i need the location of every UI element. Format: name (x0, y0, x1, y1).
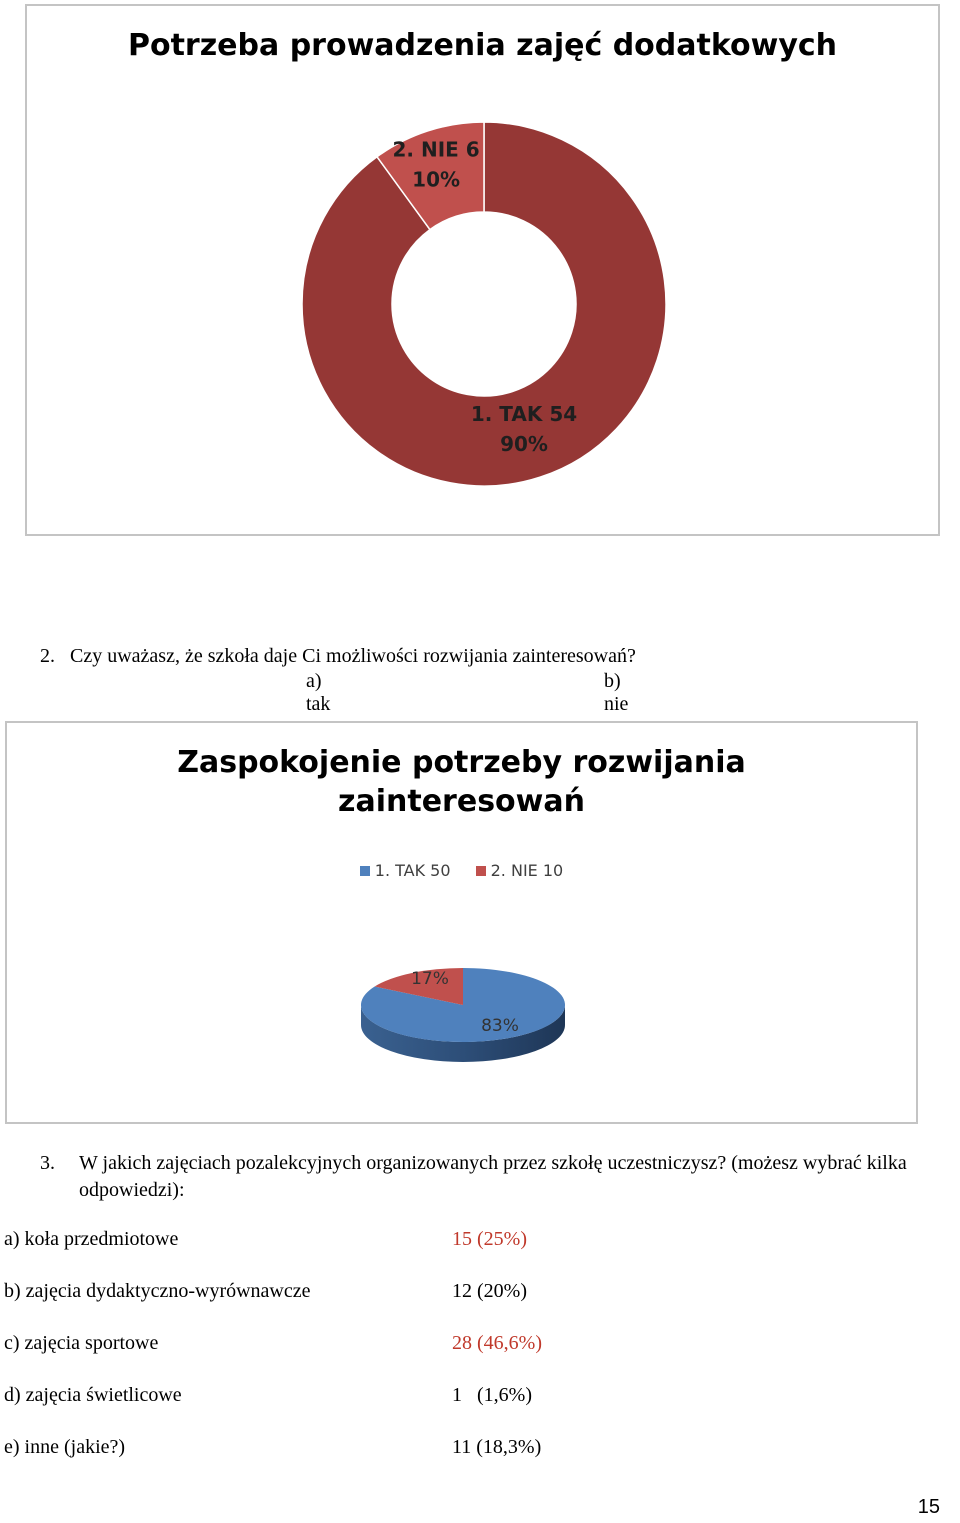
slice-percent-label: 90% (500, 432, 548, 456)
chart-title-line-2: zainteresowań (338, 784, 585, 819)
answer-label: e) inne (jakie?) (4, 1436, 126, 1458)
slice-percent-label: 83% (481, 1016, 519, 1036)
answer-value: 11 (18,3%) (452, 1436, 542, 1458)
pie-3d-chart (7, 723, 916, 1122)
question-number: 3. (40, 1152, 55, 1174)
chart-interest-development (5, 721, 918, 1124)
option-b: b) nie (604, 670, 629, 715)
answer-value: 1 (1,6%) (452, 1384, 532, 1406)
question-text: Czy uważasz, że szkoła daje Ci możliwości rozwijania zainteresowań? (70, 645, 636, 667)
answer-value: 28 (46,6%) (452, 1332, 542, 1354)
slice-label: 2. NIE 6 (392, 137, 480, 162)
page-number: 15 (917, 1496, 940, 1518)
answer-label: c) zajęcia sportowe (4, 1332, 159, 1354)
question-2 (40, 643, 636, 670)
doughnut-chart (27, 6, 938, 534)
option-a: a) tak (306, 670, 331, 715)
answer-value: 12 (20%) (452, 1280, 527, 1302)
question-text: W jakich zajęciach pozalekcyjnych organizowanych przez szkołę uczestniczysz? (możesz wybrać kilka odpowiedzi): (79, 1152, 907, 1201)
answer-label: d) zajęcia świetlicowe (4, 1384, 182, 1406)
answer-label: a) koła przedmiotowe (4, 1228, 179, 1250)
question-3 (40, 1150, 940, 1204)
legend-label-tak: 1. TAK 50 (374, 861, 451, 880)
answer-value: 15 (25%) (452, 1228, 527, 1250)
answer-label: b) zajęcia dydaktyczno-wyrównawcze (4, 1280, 311, 1302)
chart-title: Potrzeba prowadzenia zajęć dodatkowych (127, 28, 838, 63)
chart-need-extra-classes (25, 4, 940, 536)
slice-percent-label: 17% (411, 969, 449, 989)
question-number: 2. (40, 645, 55, 667)
legend-label-nie: 2. NIE 10 (490, 861, 564, 880)
chart-title-line-1: Zaspokojenie potrzeby rozwijania (177, 745, 746, 780)
slice-label: 1. TAK 54 (470, 402, 578, 426)
slice-percent-label: 10% (412, 167, 461, 192)
